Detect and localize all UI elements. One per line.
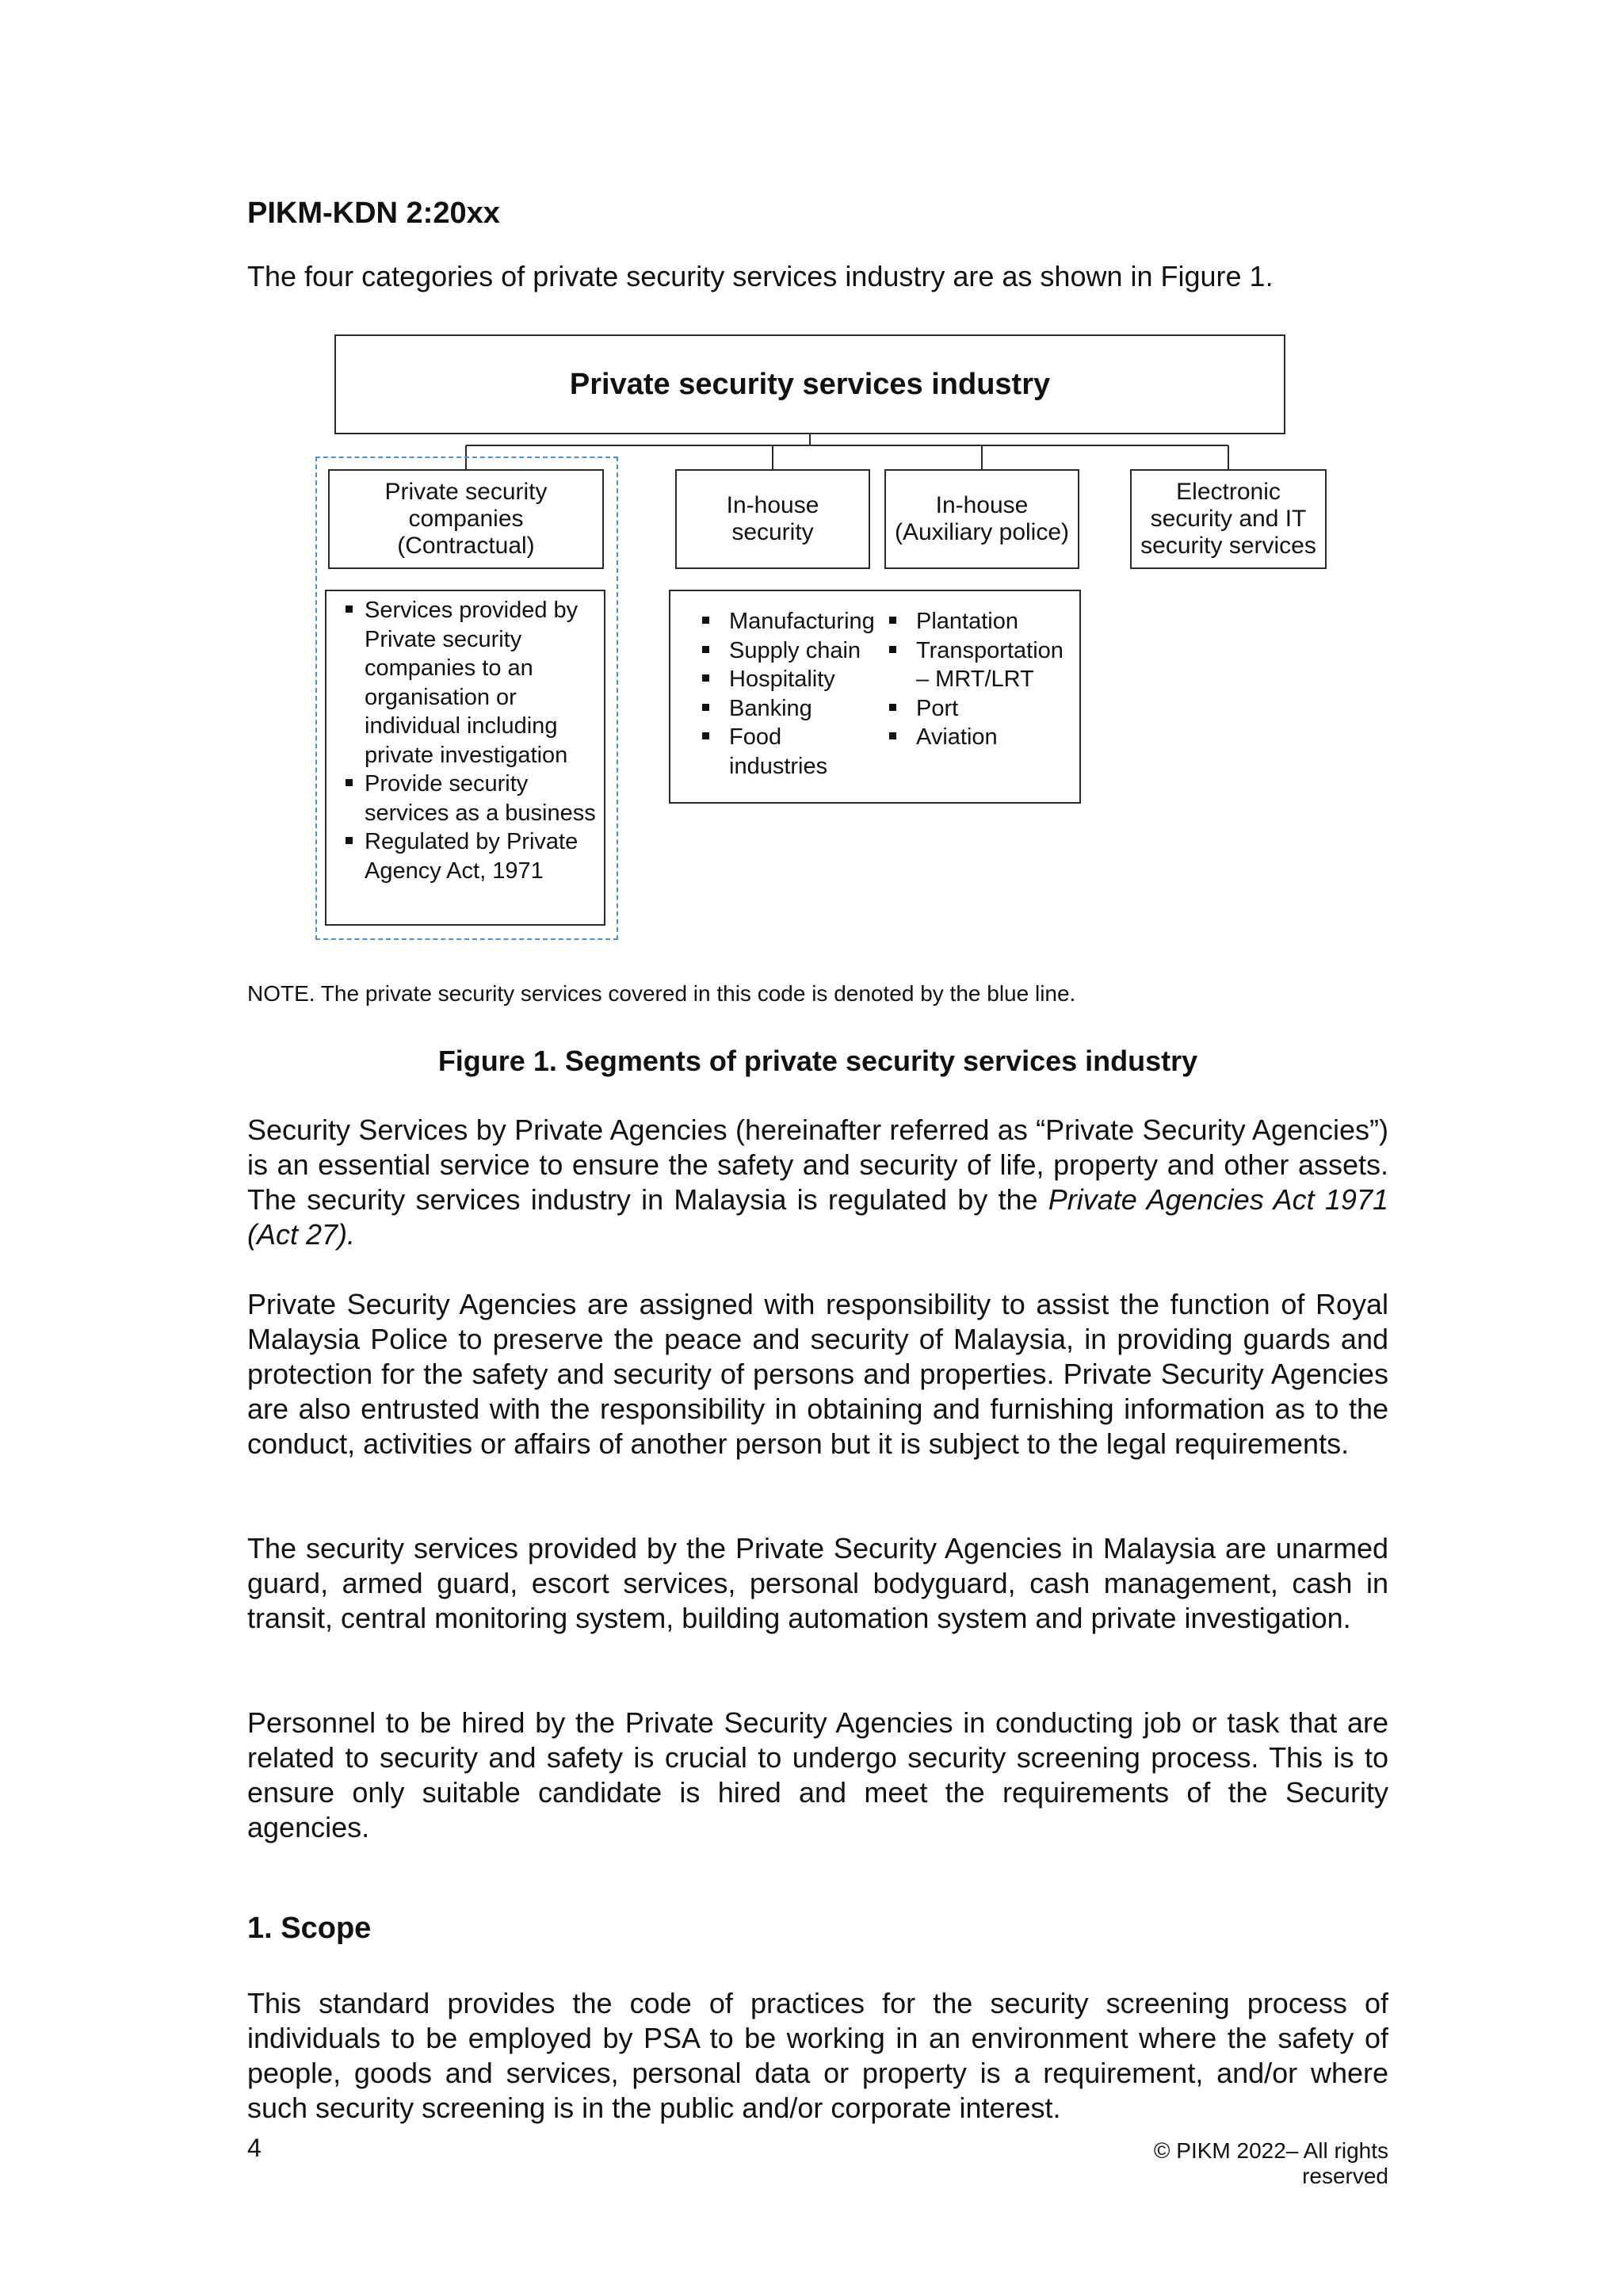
section-heading-scope: 1. Scope xyxy=(247,1912,372,1945)
category-electronic-it-security: Electronic security and IT security services xyxy=(1130,469,1327,569)
document-code: PIKM-KDN 2:20xx xyxy=(247,197,500,230)
copyright-notice: © PIKM 2022– All rights reserved xyxy=(1153,2138,1388,2188)
segments-diagram xyxy=(309,330,1339,956)
detail-item: Services provided by Private security companies to an organisation or individual including private investigation xyxy=(346,596,596,770)
detail-item: Provide security services as a business xyxy=(346,770,596,827)
paragraph-2: Private Security Agencies are assigned with responsibility to assist the function of Royal Malaysia Police to preserve the peace and security of Malaysia, in providing guards and protection for the safety and security of persons and properties. Private Security Agencies are also entrusted with the responsibility in obtaining and furnishing information as to the conduct, activities or affairs of another person but it is subject to the legal requirements. xyxy=(247,1288,1388,1460)
paragraph-3: The security services provided by the Private Security Agencies in Malaysia are unarmed guard, armed guard, escort services, personal bodyguard, cash management, cash in transit, central monitoring system, building automation system and private investigation. xyxy=(247,1532,1388,1634)
paragraph-1 xyxy=(247,1113,1388,1252)
sector-item: Food industries xyxy=(702,723,884,781)
sector-item: Supply chain xyxy=(702,636,884,666)
sector-item: Aviation xyxy=(889,723,1076,752)
diagram-title-box: Private security services industry xyxy=(334,334,1285,434)
sector-item: Banking xyxy=(702,694,884,724)
inhouse-sectors-box xyxy=(669,590,1081,804)
intro-sentence: The four categories of private security services industry are as shown in Figure 1. xyxy=(247,260,1274,292)
contractual-details-box xyxy=(325,590,605,926)
sector-item: Transportation – MRT/LRT xyxy=(889,636,1076,694)
sectors-column-2 xyxy=(889,607,1076,752)
category-inhouse-security: In-house security xyxy=(675,469,870,569)
category-private-security-companies: Private security companies (Contractual) xyxy=(328,469,604,569)
figure-note: NOTE. The private security services covered in this code is denoted by the blue line. xyxy=(247,981,1076,1006)
paragraph-4: Personnel to be hired by the Private Security Agencies in conducting job or task that are related to security and safety is crucial to undergo security screening process. This is to ensure only suitable candidate is hired and meet the requirements of the Security agencies. xyxy=(247,1706,1388,1843)
paragraph-1-text: Security Services by Private Agencies (hereinafter referred as “Private Security Agencies”) is an essential service to ensure the safety and security of life, property and other assets. The security services industry in Malaysia is regulated by the xyxy=(247,1114,1388,1216)
category-inhouse-auxiliary-police: In-house (Auxiliary police) xyxy=(884,469,1079,569)
sectors-column-1 xyxy=(702,607,884,781)
figure-caption: Figure 1. Segments of private security services industry xyxy=(437,1045,1198,1077)
sector-item: Port xyxy=(889,694,1076,724)
sector-item: Hospitality xyxy=(702,665,884,694)
paragraph-scope: This standard provides the code of practices for the security screening process of individuals to be employed by PSA to be working in an environment where the safety of people, goods and services, personal data or property is a requirement, and/or where such security screening is in the public and/or corporate interest. xyxy=(247,1987,1388,2124)
act-reference: Private Agencies Act 1971 (Act 27). xyxy=(247,1183,1388,1251)
page-number: 4 xyxy=(247,2134,262,2162)
sector-item: Plantation xyxy=(889,607,1076,636)
detail-item: Regulated by Private Agency Act, 1971 xyxy=(346,827,596,885)
sector-item: Manufacturing xyxy=(702,607,884,636)
